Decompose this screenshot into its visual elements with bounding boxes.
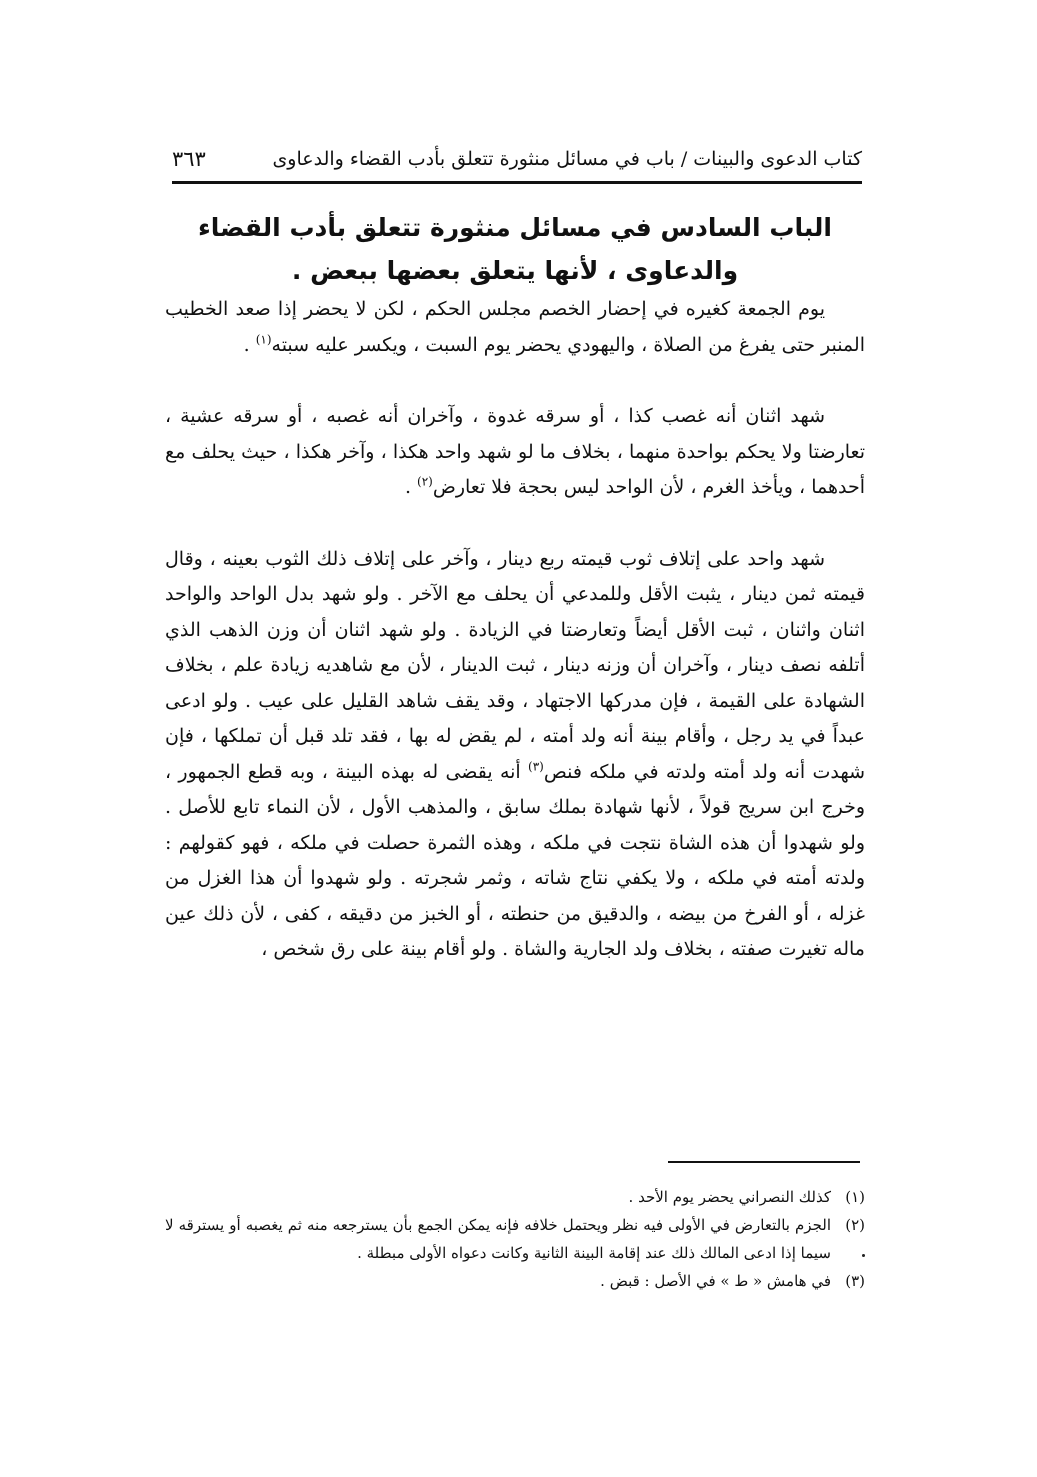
footnote-ref-1[interactable]: (١) (255, 332, 272, 347)
footnote-text: في هامش « ط » في الأصل : قبض . (600, 1272, 831, 1290)
footnote-marker: (١) (845, 1188, 865, 1206)
footnote-3 (165, 1267, 865, 1295)
paragraph-2-end: . (404, 476, 418, 498)
footnote-2 (165, 1211, 865, 1267)
footnote-marker: (٣) (845, 1272, 865, 1290)
footnote-ref-2[interactable]: (٢) (417, 474, 433, 489)
footnote-text: كذلك النصراني يحضر يوم الأحد . (628, 1188, 831, 1206)
footnotes (165, 1183, 865, 1295)
paragraph-1-end: . (243, 333, 256, 356)
chapter-title: الباب السادس في مسائل منثورة تتعلق بأدب القضاء والدعاوى ، لأنها يتعلق بعضها ببعض . (197, 213, 832, 285)
paragraph-3-text-a: شهد واحد على إتلاف ثوب قيمته ربع دينار ، وآخر على إتلاف ذلك الثوب بعينه ، وقال قيمته ثمن دينار ، يثبت الأقل وللمدعي أن يحلف مع الآخر . ولو شهد بدل الواحد والواحد اثنان واثنان ، ثبت الأقل أيضاً وتعارضتا في الزيادة . ولو شهد اثنان أن وزن الذهب الذي أتلفه نصف دينار ، وآخران أن وزنه دينار ، ثبت الدينار ، لأن مع شاهديه زيادة علم ، بخلاف الشهادة على القيمة ، فإن مدركها الاجتهاد ، وقد يقف شاهد القليل على عيب . ولو ادعى عبداً في يد رجل ، وأقام بينة أنه ولد أمته ، لم يقض له بها ، فقد تلد قبل أن تملكها ، فإن شهدت أنه ولد أمته ولدته في ملكه فنص (165, 547, 866, 783)
paragraph-1 (165, 292, 865, 363)
running-title: كتاب الدعوى والبينات / باب في مسائل منثورة تتعلق بأدب القضاء والدعاوى (272, 148, 862, 170)
page-header (172, 138, 862, 180)
page-number: ٣٦٣ (172, 147, 206, 171)
paragraph-1-text: يوم الجمعة كغيره في إحضار الخصم مجلس الحكم ، لكن لا يحضر إذا صعد الخطيب المنبر حتى يفرغ من الصلاة ، واليهودي يحضر يوم السبت ، ويكسر عليه سبته (165, 298, 865, 356)
header-rule (172, 181, 862, 184)
footnote-ref-3[interactable]: (٣) (528, 759, 544, 774)
body-text (165, 292, 865, 968)
footnote-separator (668, 1161, 860, 1163)
footnote-1 (165, 1183, 865, 1211)
footnote-text: الجزم بالتعارض في الأولى فيه نظر ويحتمل خلافه فإنه يمكن الجمع بأن يسترجعه منه ثم يغصبه أو يسترقه لا سيما إذا ادعى المالك ذلك عند إقامة البينة الثانية وكانت دعواه الأولى مبطلة . (165, 1216, 831, 1262)
margin-dot (862, 1254, 865, 1257)
paragraph-2 (165, 399, 865, 506)
paragraph-3-text-b: أنه يقضى له بهذه البينة ، وبه قطع الجمهور ، وخرج ابن سريج قولاً ، لأنها شهادة بملك سابق ، والمذهب الأول ، لأن النماء تابع للأصل . ولو شهدوا أن هذه الشاة نتجت في ملكه ، وهذه الثمرة حصلت في ملكه ، فهو كقولهم : ولدته أمته في ملكه ، ولا يكفي نتاج شاته ، وثمر شجرته . ولو شهدوا أن هذا الغزل من غزله ، أو الفرخ من بيضه ، والدقيق من حنطته ، أو الخبز من دقيقه ، كفى ، لأن ذلك عين ماله تغيرت صفته ، بخلاف ولد الجارية والشاة . ولو أقام بينة على رق شخص ، (165, 760, 865, 960)
paragraph-3 (165, 542, 865, 968)
paragraph-2-text: شهد اثنان أنه غصب كذا ، أو سرقه غدوة ، وآخران أنه غصبه ، أو سرقه عشية ، تعارضتا ولا يحكم بواحدة منهما ، بخلاف ما لو شهد واحد هكذا ، وآخر هكذا ، حيث يحلف مع أحدهما ، ويأخذ الغرم ، لأن الواحد ليس بحجة فلا تعارض (165, 405, 865, 498)
footnote-marker: (٢) (845, 1216, 865, 1234)
